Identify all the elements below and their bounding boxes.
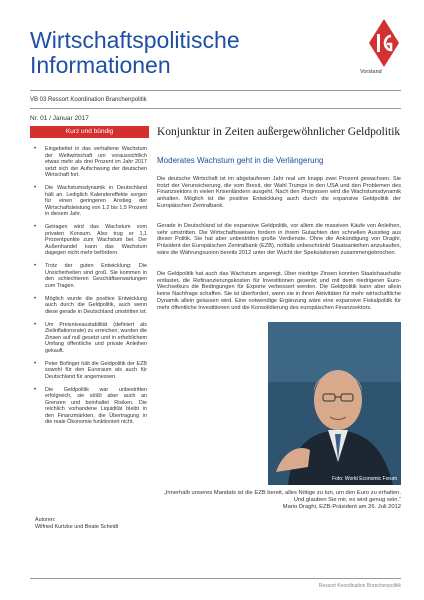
list-item: • Peter Bofinger hält die Geldpolitik der EZB sowohl für den Euroraum als auch für Deutschland für angemessen. [34,360,147,380]
publication-title [30,28,350,78]
bullet-icon: • [34,185,37,191]
footer-divider [30,578,401,579]
header-divider [30,90,401,91]
department-line: VB 03 Ressort Koordination Branchenpolitik [30,97,147,103]
issue-number: Nr. 01 / Januar 2017 [30,115,89,122]
bullet-icon: • [34,146,37,152]
sidebar-heading: Kurz und bündig [30,126,149,138]
subheader-divider [30,108,401,109]
title-line-1: Wirtschaftspolitische [30,27,240,53]
summary-list [30,146,149,432]
authors [35,517,118,531]
bullet-icon: • [34,263,37,269]
article-headline: Konjunktur in Zeiten außergewöhnlicher Geldpolitik [157,126,401,138]
authors-label: Autoren: [35,517,56,523]
paragraph-1: Die deutsche Wirtschaft ist im abgelaufenen Jahr real um knapp zwei Prozent gewachsen. Sie trotzt der Verunsicherung, die vom Brexit, der Wahl Trumps in den USA und den Problemen des Finanzsektors in vielen Krisenländern ausgeht. Nach den Prognosen wird die Wachstumsdynamik anhalten. Möglich ist die positive Entwicklung auch durch die expansive Geldpolitik der Europäischen Zentralbank. [157,176,401,209]
paragraph-3: Die Geldpolitik hat auch das Wachstum angeregt. Über niedrige Zinsen konnten Staatshaushalte entlastet, die Refinanzierungskosten für Investitionen gesenkt und mit dem niedrigeren Euro-Wechselkurs die Bedingungen für Exporte verbessert werden. Die Geldpolitik kann aber allein keine Nachfrage schaffen. Sie ist überfordert, wenn sie in ihren Aktivitäten für mehr wirtschaftliche Dynamik allein gelassen wird. Eine notwendige Ergänzung wäre eine expansive Fiskalpolitik für mehr öffentliche Investitionen und die Konsolidierung des europäischen Finanzsektors. [157,271,401,311]
title-line-2: Informationen [30,52,171,78]
list-item: • Die Wachstumsdynamik in Deutschland hält an. Lediglich Kalendereffekte sorgen für einen geringeren Anstieg der Wirtschaftsleistung von 1,2 bis 1,5 Prozent in diesem Jahr. [34,185,147,217]
list-item: • Trotz der guten Entwicklung: Die Unsicherheiten sind groß. Sie kommen in den schlechteren Geschäftserwartungen zum Tragen. [34,263,147,289]
authors-names: Wilfried Kurtzke und Beate Scheidt [35,524,119,530]
photo-credit: Foto: World Economic Forum [332,476,397,482]
quote-text: „Innerhalb unseres Mandats ist die EZB bereit, alles Nötige zu tun, um den Euro zu erhalten. Und glauben Sie mir, es wird genug sein.“ [163,490,401,503]
footer-text: Ressort Koordination Branchenpolitik [318,583,401,589]
list-item: • Möglich wurde die positive Entwicklung auch durch die Geldpolitik, auch wenn diese gerade in Deutschland umstritten ist. [34,295,147,315]
igmetall-logo [367,17,401,75]
bullet-icon: • [34,386,37,393]
bullet-icon: • [34,360,37,367]
list-item: • Eingebettet in das verhaltene Wachstum der Weltwirtschaft um voraussichtlich etwas mehr als drei Prozent im Jahr 2017 setzt sich der Aufschwung der deutschen Wirtschaft fort. [34,146,147,178]
quote-attribution: Mario Draghi, EZB-Präsident am 26. Juli 2012 [282,504,401,510]
portrait-illustration [268,322,401,485]
paragraph-2: Gerade in Deutschland ist die expansive Geldpolitik, vor allem die massiven Käufe von Anleihen, sehr umstritten. Die Wirtschaftsweisen fordern in ihrem Gutachten den schnellen Ausstieg aus dieser Politik. Sie hat aber unbestritten große Verdienste. Ohne die Ankündigung von Draghi, Präsident der Europäischen Zentralbank (EZB), notfalls unbeschränkt Staatsanleihen anzukaufen, wäre die Währungsunion bereits 2012 unter der Wucht der Spekulationen zusammengebrochen. [157,223,401,256]
list-item: • Getragen wird das Wachstum vom privaten Konsum. Also trug er 1,1 Prozentpunkte zum Wachstum bei. Der Außenhandel kann das Wachstum dagegen nicht mehr befördern. [34,224,147,256]
draghi-quote [157,490,401,511]
bullet-icon: • [34,224,37,230]
list-item: • Um Preisniveaustabilität (definiert als Zielinflationsrate) zu erreichen, wurden die Zinsen auf null gesetzt und in erheblichem Umfang öffentliche und private Anleihen gekauft. [34,321,147,354]
list-item: • Die Geldpolitik war unbestritten erfolgreich, sie stößt aber auch an Grenzen und beinhaltet Risiken. Die reichlich vorhandene Liquidität bleibt in den Finanzmärkten, die Übertragung in die reale Ökonomie funktioniert nicht. [34,386,147,425]
article-deck: Moderates Wachstum geht in die Verlängerung [157,156,324,165]
bullet-icon: • [34,321,37,328]
vorstand-label: Vorstand [360,69,382,75]
draghi-photo [268,322,401,485]
bullet-icon: • [34,295,37,302]
